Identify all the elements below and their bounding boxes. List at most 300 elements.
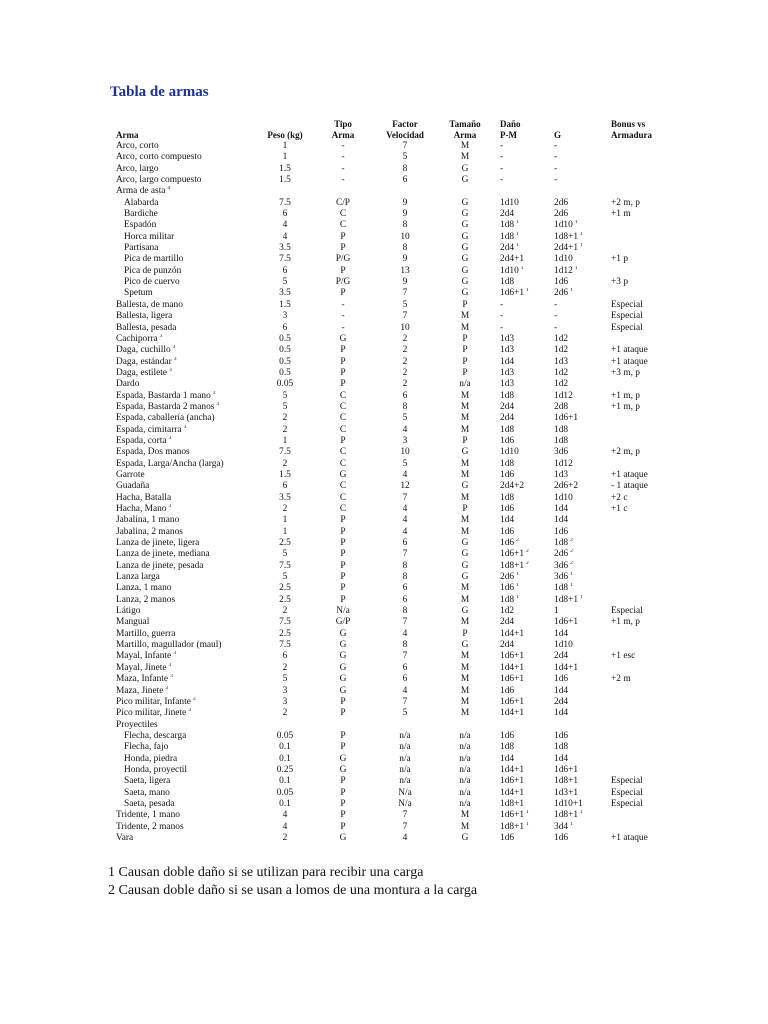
cell-bonus: +1 ataque (611, 356, 648, 367)
table-row (116, 300, 671, 311)
cell-dano-g: 1d6 (554, 832, 569, 843)
cell-arma: Arco, largo compuesto (116, 175, 202, 186)
cell-arma: Honda, piedra (124, 753, 178, 764)
cell-arma: Espadón (124, 220, 157, 231)
cell-factor: 5 (402, 458, 408, 469)
cell-factor: 9 (402, 277, 408, 288)
cell-tamano: M (460, 492, 470, 503)
footnote-marker: 3 (216, 401, 220, 407)
footnote-marker: 3 (165, 685, 169, 691)
cell-bonus: +1 p (611, 254, 629, 265)
cell-factor: 9 (402, 209, 408, 220)
cell-peso: 1.5 (279, 163, 291, 174)
cell-dano-pm: - (500, 152, 504, 163)
cell-tipo (306, 720, 380, 731)
cell-factor: 7 (402, 651, 408, 662)
cell-arma: Lanza de jinete, ligera (116, 538, 200, 549)
cell-factor: 10 (400, 322, 410, 333)
cell-dano-g: - (554, 299, 558, 310)
cell-tamano: n/a (459, 742, 471, 753)
cell-arma: Martillo, magullador (maul) (116, 640, 222, 651)
cell-dano-g: - (554, 163, 558, 174)
cell-arma: Espada, Bastarda 2 manos $^3$ (116, 401, 220, 412)
cell-tamano: M (460, 458, 470, 469)
cell-factor: 8 (402, 220, 408, 231)
cell-peso: 0.5 (279, 356, 291, 367)
cell-tamano: M (460, 141, 470, 151)
table-row (116, 425, 671, 436)
cell-dano-g: 3d6 $^1$ (554, 572, 573, 583)
cell-dano-pm: 1d8 (500, 390, 515, 401)
cell-arma: Spetum (124, 288, 153, 299)
cell-factor: 6 (402, 662, 408, 673)
cell-dano-pm: 1d4+1 (500, 662, 525, 673)
cell-bonus: Especial (611, 798, 643, 809)
cell-tipo: P (340, 583, 346, 594)
cell-tipo: - (341, 175, 345, 186)
cell-dano-pm: 1d6+1 (500, 674, 525, 685)
cell-factor: 6 (402, 175, 408, 186)
cell-bonus (611, 663, 671, 674)
cell-tipo: P (340, 265, 346, 276)
cell-tamano: n/a (459, 764, 471, 775)
cell-arma: Mayal, Infante $^3$ (116, 651, 176, 662)
cell-dano-pm: 2d6 $^1$ (500, 572, 519, 583)
cell-factor: 6 (402, 583, 408, 594)
cell-dano-g: - (554, 141, 558, 151)
cell-dano-pm: 1d6+1 (500, 696, 525, 707)
cell-dano-pm: 1d3 (500, 345, 515, 356)
cell-tipo: C (339, 481, 347, 492)
cell-tipo: C (339, 209, 347, 220)
cell-arma: Garrote (116, 469, 145, 480)
table-row (116, 765, 671, 776)
cell-bonus: +3 m, p (611, 367, 640, 378)
table-row (116, 413, 671, 424)
cell-tipo: P (340, 708, 346, 719)
table-row (116, 572, 671, 583)
cell-arma: Daga, cuchillo $^3$ (116, 345, 176, 356)
cell-dano-g: 1d6 (554, 730, 569, 741)
cell-bonus (611, 742, 671, 753)
cell-tamano (430, 720, 500, 731)
cell-arma: Mayal, Jinete $^3$ (116, 662, 172, 673)
cell-tamano: P (462, 367, 468, 378)
cell-dano-g: 2d4 (554, 696, 569, 707)
cell-bonus (611, 152, 671, 163)
cell-factor: 4 (402, 685, 408, 696)
cell-tipo: C (339, 390, 347, 401)
table-row (116, 277, 671, 288)
cell-dano-pm: - (500, 141, 504, 151)
cell-bonus (611, 686, 671, 697)
cell-bonus (611, 822, 671, 833)
cell-dano-g: 1d10 (554, 492, 573, 503)
cell-tipo: P/G (335, 254, 351, 265)
table-row (116, 754, 671, 765)
table-row (116, 674, 671, 685)
table-row (116, 663, 671, 674)
cell-bonus (611, 186, 671, 197)
cell-tamano: n/a (459, 798, 471, 809)
cell-arma: Pico de cuervo (124, 277, 180, 288)
cell-arma: Saeta, pesada (124, 798, 175, 809)
cell-bonus: +1 esc (611, 651, 636, 662)
cell-factor: 4 (402, 832, 408, 843)
cell-dano-pm: 1d4+1 (500, 764, 525, 775)
cell-tamano: G (461, 572, 469, 583)
cell-bonus: +1 ataque (611, 469, 648, 480)
cell-tamano: G (461, 277, 469, 288)
cell-arma: Hacha, Mano $^3$ (116, 504, 172, 514)
cell-factor: 7 (402, 492, 408, 503)
cell-dano-pm: 1d8 $^1$ (500, 231, 519, 242)
table-row (116, 164, 671, 175)
cell-peso: 1 (282, 141, 288, 151)
cell-arma: Proyectiles (116, 719, 158, 730)
cell-peso: 3 (282, 311, 288, 322)
cell-dano-g: 1d8 (554, 742, 569, 753)
cell-peso: 2 (282, 606, 288, 617)
cell-arma: Ballesta, de mano (116, 299, 183, 310)
table-row (116, 776, 671, 787)
cell-peso: 6 (282, 265, 288, 276)
cell-dano-pm: 1d6+1 $^1$ (500, 288, 529, 299)
cell-arma: Arma de asta $^4$ (116, 186, 171, 197)
cell-tipo: G (339, 832, 347, 843)
cell-dano-g: 2d4+1 $^1$ (554, 243, 583, 254)
cell-tipo: P (340, 549, 346, 560)
cell-peso: 2 (282, 424, 288, 435)
cell-tipo: P (340, 696, 346, 707)
table-row (116, 686, 671, 697)
cell-factor: 7 (402, 617, 408, 628)
cell-bonus (611, 220, 671, 231)
cell-dano-g: 1d4 (554, 515, 569, 526)
page-title: Tabla de armas (110, 84, 209, 100)
cell-peso (264, 186, 306, 197)
cell-factor: 10 (400, 447, 410, 458)
cell-tamano (430, 186, 500, 197)
table-row (116, 742, 671, 753)
cell-peso: 2 (282, 413, 288, 424)
table-row (116, 470, 671, 481)
footnote-marker: 1 (580, 243, 583, 249)
cell-factor: 8 (402, 640, 408, 651)
cell-dano-g: 1d2 (554, 367, 569, 378)
cell-factor: 4 (402, 504, 408, 514)
cell-dano-g: 1d8+1 $^1$ (554, 231, 583, 242)
cell-factor: n/a (399, 742, 411, 753)
cell-arma: Tridente, 2 manos (116, 821, 184, 832)
cell-dano-pm: - (500, 311, 504, 322)
cell-tipo: P (340, 538, 346, 549)
cell-peso (264, 720, 306, 731)
cell-dano-g: 1d10 $^1$ (554, 220, 578, 231)
cell-factor: 10 (400, 231, 410, 242)
cell-bonus: +1 m (611, 209, 631, 220)
footnote-marker: 1 (570, 583, 573, 589)
cell-factor: 7 (402, 821, 408, 832)
cell-dano-pm: 1d8 (500, 458, 515, 469)
cell-arma: Ballesta, pesada (116, 322, 177, 333)
cell-bonus (611, 527, 671, 538)
cell-dano-pm: 1d8 (500, 742, 515, 753)
footnote-marker: 3 (212, 390, 216, 396)
table-row (116, 708, 671, 719)
cell-bonus: +1 m, p (611, 401, 640, 412)
cell-dano-pm: 1d3 (500, 367, 515, 378)
cell-tamano: G (461, 560, 469, 571)
cell-dano-pm: 1d10 $^1$ (500, 265, 524, 276)
cell-dano-g: 1d8+1 (554, 776, 579, 787)
cell-peso: 5 (282, 572, 288, 583)
table-row (116, 561, 671, 572)
cell-peso: 1.5 (279, 175, 291, 186)
cell-bonus: Especial (611, 787, 643, 798)
footnote-marker: 3 (173, 356, 177, 362)
cell-tipo: P (340, 742, 346, 753)
table-row (116, 640, 671, 651)
footnote-marker: 1 (516, 243, 519, 249)
cell-factor: 2 (402, 356, 408, 367)
cell-bonus (611, 583, 671, 594)
cell-dano-g: 1d8+1 $^1$ (554, 810, 583, 821)
footnote-marker: 1 (570, 288, 573, 294)
cell-arma: Flecha, descarga (124, 730, 187, 741)
cell-dano-g: 1d6 (554, 674, 569, 685)
cell-dano-pm: 1d8 $^1$ (500, 220, 519, 231)
cell-arma: Ballesta, ligera (116, 311, 173, 322)
cell-arma: Saeta, mano (124, 787, 170, 798)
cell-peso: 2.5 (279, 538, 291, 549)
cell-bonus (611, 640, 671, 651)
cell-tamano: M (460, 515, 470, 526)
cell-arma: Arco, corto compuesto (116, 152, 202, 163)
table-row (116, 436, 671, 447)
cell-dano-g: 2d6 (554, 197, 569, 208)
cell-tipo: P (340, 288, 346, 299)
cell-bonus: +1 ataque (611, 832, 648, 843)
cell-dano-g: 1d4+1 (554, 662, 579, 673)
cell-peso: 5 (282, 549, 288, 560)
cell-factor: 5 (402, 413, 408, 424)
cell-peso: 7.5 (279, 640, 291, 651)
cell-peso: 5 (282, 401, 288, 412)
cell-arma: Guadaña (116, 481, 150, 492)
cell-tamano: P (462, 435, 468, 446)
cell-tamano: G (461, 254, 469, 265)
cell-arma: Pico militar, Infante $^3$ (116, 696, 196, 707)
cell-dano-g: 1d4 (554, 628, 569, 639)
cell-tipo: C (339, 447, 347, 458)
table-row (116, 311, 671, 322)
footnote-marker: 1 (526, 810, 529, 816)
cell-tipo: G/P (335, 617, 351, 628)
footnote-marker: 2 (526, 560, 529, 566)
cell-dano-g: 1d10 (554, 640, 573, 651)
cell-arma: Dardo (116, 379, 140, 390)
cell-tipo: G (339, 764, 347, 775)
cell-dano-pm (500, 186, 554, 197)
cell-bonus (611, 595, 671, 606)
footnote-marker: 1 (526, 821, 529, 827)
footnote-marker: 1 (574, 265, 578, 271)
table-row (116, 606, 671, 617)
footnote-marker: 2 (570, 549, 573, 555)
cell-peso: 1.5 (279, 469, 291, 480)
cell-factor: 5 (402, 708, 408, 719)
cell-dano-pm: 1d6 (500, 685, 515, 696)
footnote-1: 1 Causan doble daño si se utilizan para recibir una carga (108, 865, 424, 880)
cell-peso: 6 (282, 322, 288, 333)
cell-tipo: - (341, 141, 345, 151)
cell-dano-pm: 1d8+1 $^2$ (500, 560, 529, 571)
cell-bonus: +2 c (611, 492, 628, 503)
cell-dano-g: 1d12 (554, 390, 573, 401)
cell-peso: 6 (282, 651, 288, 662)
footnote-marker: 2 (516, 538, 519, 544)
cell-arma: Espada, cimitarra $^3$ (116, 424, 187, 435)
cell-bonus: Especial (611, 606, 643, 617)
cell-dano-g: 1d10 (554, 254, 573, 265)
cell-peso: 7.5 (279, 560, 291, 571)
cell-dano-pm: 1d8+1 $^1$ (500, 821, 529, 832)
cell-tipo: P (340, 776, 346, 787)
cell-factor: 7 (402, 810, 408, 821)
table-row (116, 402, 671, 413)
cell-dano-pm: - (500, 322, 504, 333)
cell-peso: 4 (282, 810, 288, 821)
cell-tipo: G (339, 628, 347, 639)
cell-dano-pm: 2d4 (500, 413, 515, 424)
cell-tamano: G (461, 538, 469, 549)
footnotes (108, 864, 477, 900)
cell-tipo: P (340, 730, 346, 741)
cell-factor: 5 (402, 152, 408, 163)
table-row (116, 232, 671, 243)
cell-bonus (611, 538, 671, 549)
cell-peso: 2.5 (279, 583, 291, 594)
footnote-marker: 3 (169, 367, 172, 373)
cell-dano-g: 3d6 (554, 447, 569, 458)
table-row (116, 175, 671, 186)
table-row (116, 833, 671, 844)
cell-factor: 8 (402, 243, 408, 254)
cell-dano-g: 1d8 $^2$ (554, 538, 573, 549)
cell-peso: 0.05 (276, 787, 294, 798)
cell-tipo: P/G (335, 277, 351, 288)
footnote-marker: 2 (570, 560, 573, 566)
cell-dano-pm: 1d6+1 (500, 651, 525, 662)
footnote-marker: 1 (570, 821, 573, 827)
cell-dano-pm: 2d4 $^1$ (500, 243, 519, 254)
cell-bonus: +3 p (611, 277, 629, 288)
header-arma: Arma (116, 130, 139, 140)
footnote-marker: 3 (159, 333, 163, 339)
cell-peso: 5 (282, 674, 288, 685)
cell-arma: Maza, Jinete $^3$ (116, 685, 169, 696)
cell-tipo: G (339, 753, 347, 764)
table-row (116, 629, 671, 640)
cell-arma: Espada, Larga/Ancha (larga) (116, 458, 224, 469)
cell-dano-g: 2d6 $^2$ (554, 549, 573, 560)
header-tipo: Tipo Arma (331, 119, 355, 140)
cell-peso: 3.5 (279, 288, 291, 299)
cell-peso: 2 (282, 662, 288, 673)
footnote-marker: 1 (516, 231, 519, 237)
cell-factor: 2 (402, 367, 408, 378)
table-row (116, 481, 671, 492)
cell-tamano: n/a (459, 776, 471, 787)
cell-tamano: M (460, 311, 470, 322)
cell-arma: Lanza de jinete, pesada (116, 560, 204, 571)
cell-dano-g: - (554, 322, 558, 333)
cell-arma: Bardiche (124, 209, 158, 220)
cell-tamano: M (460, 810, 470, 821)
cell-bonus (611, 731, 671, 742)
cell-peso: 7.5 (279, 447, 291, 458)
cell-dano-pm: 1d10 (500, 447, 519, 458)
cell-tamano: M (460, 821, 470, 832)
cell-dano-pm: 1d2 (500, 606, 515, 617)
footnote-marker: 1 (580, 594, 583, 600)
cell-arma: Espada, corta $^3$ (116, 435, 172, 446)
header-tamano: Tamaño Arma (449, 119, 481, 140)
cell-peso: 0.5 (279, 333, 291, 344)
header-dano-pm: Daño P-M (500, 119, 521, 140)
cell-peso: 2.5 (279, 628, 291, 639)
cell-tipo: P (340, 560, 346, 571)
footnote-marker: 3 (183, 424, 187, 430)
table-header-row (116, 118, 671, 141)
cell-dano-pm: 1d6 (500, 526, 515, 537)
cell-dano-pm: - (500, 299, 504, 310)
cell-bonus (611, 459, 671, 470)
cell-tamano: M (460, 424, 470, 435)
cell-arma: Honda, proyectil (124, 764, 188, 775)
table-row (116, 141, 671, 152)
cell-tamano: n/a (459, 379, 471, 390)
cell-tipo: P (340, 798, 346, 809)
cell-peso: 5 (282, 390, 288, 401)
cell-dano-pm: 2d4+2 (500, 481, 525, 492)
cell-dano-pm: 1d4 (500, 515, 515, 526)
cell-bonus: Especial (611, 776, 643, 787)
table-row (116, 459, 671, 470)
cell-tamano: G (461, 447, 469, 458)
cell-tamano: M (460, 651, 470, 662)
table-row (116, 323, 671, 334)
header-dano-g: G (554, 130, 562, 140)
cell-peso: 3.5 (279, 492, 291, 503)
cell-bonus (611, 413, 671, 424)
table-row (116, 538, 671, 549)
cell-peso: 4 (282, 821, 288, 832)
cell-tipo: G (339, 333, 347, 344)
cell-dano-pm: 1d3 (500, 379, 515, 390)
cell-tipo: G (339, 651, 347, 662)
cell-factor: 2 (402, 379, 408, 390)
footnote-marker: 1 (526, 288, 529, 294)
cell-dano-g: - (554, 152, 558, 163)
cell-tamano: M (460, 152, 470, 163)
cell-factor (380, 720, 430, 731)
cell-tamano: G (461, 220, 469, 231)
cell-tamano: M (460, 469, 470, 480)
cell-arma: Saeta, ligera (124, 776, 171, 787)
cell-peso: 0.1 (279, 753, 291, 764)
